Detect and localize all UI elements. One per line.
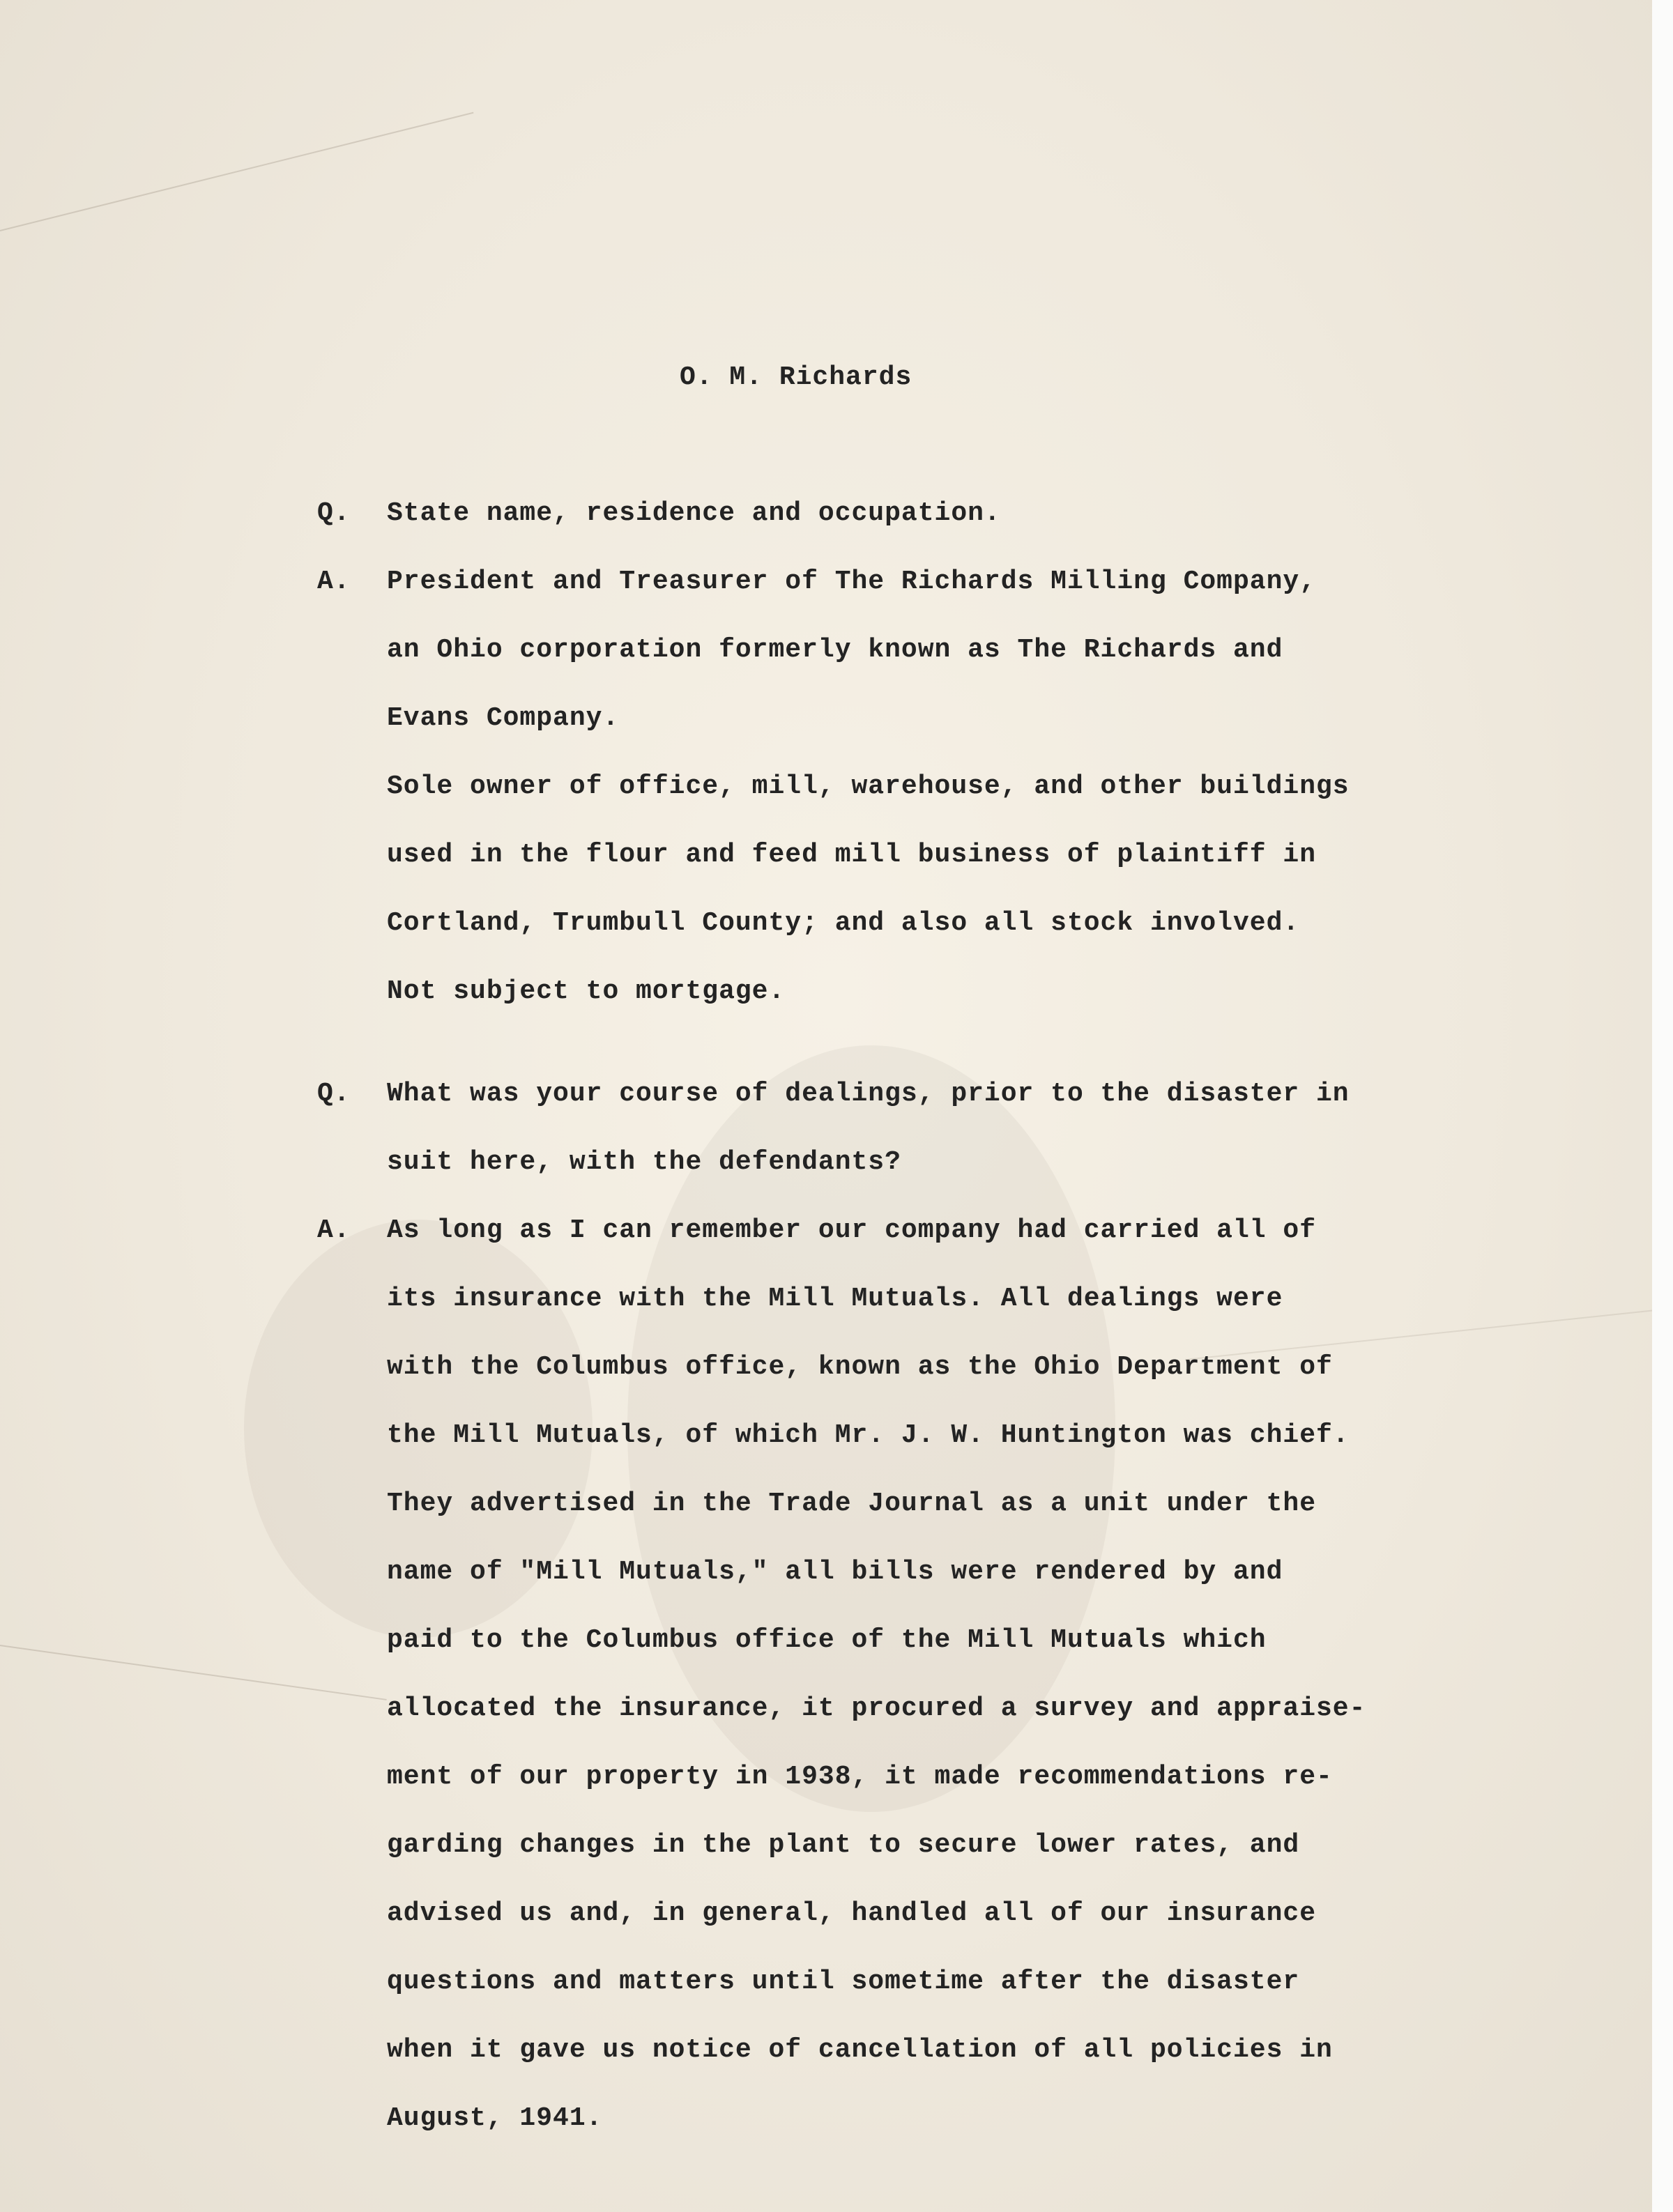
answer-line: its insurance with the Mill Mutuals. All dealings were xyxy=(387,1284,1283,1314)
answer-line: Evans Company. xyxy=(387,703,620,733)
answer-line: name of "Mill Mutuals," all bills were rendered by and xyxy=(387,1557,1283,1587)
answer-line: when it gave us notice of cancellation of all policies in xyxy=(387,2035,1333,2065)
answer-line: the Mill Mutuals, of which Mr. J. W. Huntington was chief. xyxy=(387,1420,1350,1450)
answer-line: paid to the Columbus office of the Mill Mutuals which xyxy=(387,1625,1267,1655)
answer-line: Cortland, Trumbull County; and also all stock involved. xyxy=(387,908,1300,938)
answer-line: allocated the insurance, it procured a survey and appraise- xyxy=(387,1693,1366,1723)
answer-marker: A. xyxy=(317,567,351,597)
question-marker: Q. xyxy=(317,1079,351,1109)
answer-line: advised us and, in general, handled all of our insurance xyxy=(387,1898,1317,1928)
answer-line: Not subject to mortgage. xyxy=(387,976,786,1006)
question-line: What was your course of dealings, prior to the disaster in xyxy=(387,1079,1350,1109)
answer-line: Sole owner of office, mill, warehouse, and other buildings xyxy=(387,771,1350,801)
answer-line: They advertised in the Trade Journal as a unit under the xyxy=(387,1489,1317,1519)
answer-line: with the Columbus office, known as the Ohio Department of xyxy=(387,1352,1333,1382)
document-title: O. M. Richards xyxy=(680,362,912,392)
answer-line: an Ohio corporation formerly known as The Richards and xyxy=(387,635,1283,665)
answer-marker: A. xyxy=(317,1215,351,1245)
question-marker: Q. xyxy=(317,498,351,528)
question-line: State name, residence and occupation. xyxy=(387,498,1001,528)
answer-line: August, 1941. xyxy=(387,2103,603,2133)
question-line: suit here, with the defendants? xyxy=(387,1147,901,1177)
answer-line: garding changes in the plant to secure lower rates, and xyxy=(387,1830,1300,1860)
answer-line: ment of our property in 1938, it made recommendations re- xyxy=(387,1762,1333,1792)
answer-line: questions and matters until sometime after the disaster xyxy=(387,1967,1300,1997)
answer-line: As long as I can remember our company had carried all of xyxy=(387,1215,1317,1245)
answer-line: used in the flour and feed mill business of plaintiff in xyxy=(387,840,1317,870)
answer-line: President and Treasurer of The Richards Milling Company, xyxy=(387,567,1317,597)
